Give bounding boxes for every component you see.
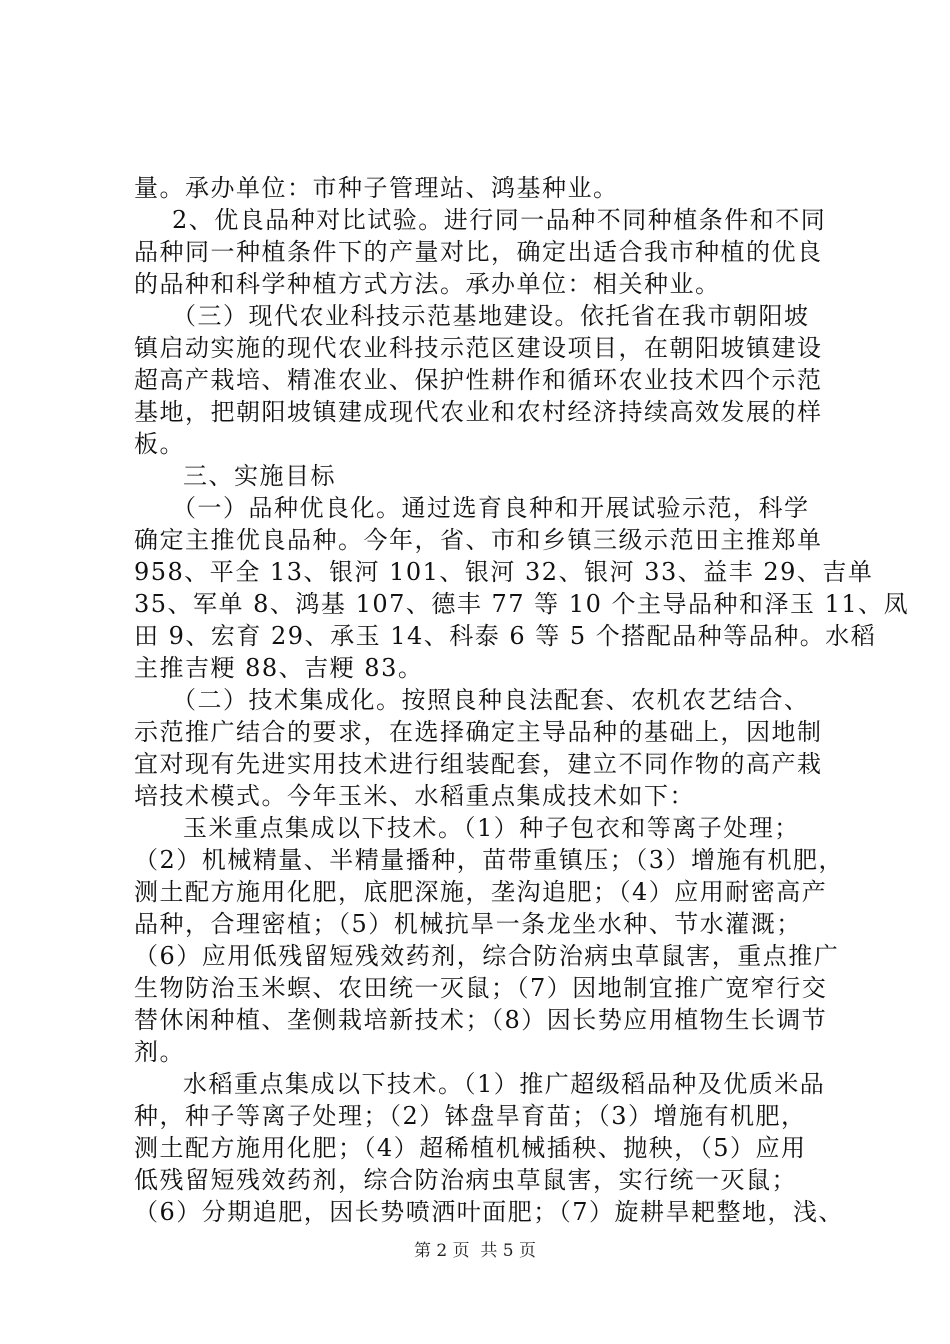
section-heading: 三、实施目标 <box>183 462 336 490</box>
text-line: 测土配方施用化肥；（4）超稀植机械插秧、抛秧，（5）应用 <box>134 1134 807 1162</box>
text-line: 田 9、宏育 29、承玉 14、科泰 6 等 5 个搭配品种等品种。水稻 <box>134 622 877 650</box>
text-line: （二）技术集成化。按照良种良法配套、农机农艺结合、 <box>172 686 810 714</box>
text-line: （一）品种优良化。通过选育良种和开展试验示范，科学 <box>172 494 810 522</box>
page-number-footer: 第 2 页 共 5 页 <box>413 1241 537 1261</box>
text-line: 种，种子等离子处理；（2）钵盘旱育苗；（3）增施有机肥， <box>134 1102 807 1130</box>
text-line: （6）应用低残留短残效药剂，综合防治病虫草鼠害，重点推广 <box>134 942 840 970</box>
text-line: 958、平全 13、银河 101、银河 32、银河 33、益丰 29、吉单 <box>134 558 874 586</box>
text-line: 宜对现有先进实用技术进行组装配套，建立不同作物的高产栽 <box>134 750 823 778</box>
text-line: （6）分期追肥，因长势喷洒叶面肥；（7）旋耕旱耙整地，浅、 <box>134 1198 845 1226</box>
text-line: 主推吉粳 88、吉粳 83。 <box>134 654 424 682</box>
text-line: 替休闲种植、垄侧栽培新技术；（8）因长势应用植物生长调节 <box>134 1006 828 1034</box>
text-line: 玉米重点集成以下技术。（1）种子包衣和等离子处理； <box>183 814 800 842</box>
text-line: 水稻重点集成以下技术。（1）推广超级稻品种及优质米品 <box>183 1070 826 1098</box>
text-line: 品种，合理密植；（5）机械抗旱一条龙坐水种、节水灌溉； <box>134 910 802 938</box>
text-line: 品种同一种植条件下的产量对比，确定出适合我市种植的优良 <box>134 238 823 266</box>
text-line: 超高产栽培、精准农业、保护性耕作和循环农业技术四个示范 <box>134 366 823 394</box>
text-line: 镇启动实施的现代农业科技示范区建设项目，在朝阳坡镇建设 <box>134 334 823 362</box>
text-line: 35、军单 8、鸿基 107、德丰 77 等 10 个主导品种和泽玉 11、凤 <box>134 590 910 618</box>
text-line: 确定主推优良品种。今年，省、市和乡镇三级示范田主推郑单 <box>134 526 823 554</box>
text-line: （2）机械精量、半精量播种，苗带重镇压；（3）增施有机肥， <box>134 846 845 874</box>
text-line: 板。 <box>134 430 185 458</box>
text-line: 生物防治玉米螟、农田统一灭鼠；（7）因地制宜推广宽窄行交 <box>134 974 828 1002</box>
text-line: 剂。 <box>134 1038 185 1066</box>
text-line: 的品种和科学种植方式方法。承办单位：相关种业。 <box>134 270 721 298</box>
text-line: 低残留短残效药剂，综合防治病虫草鼠害，实行统一灭鼠； <box>134 1166 797 1194</box>
text-line: 培技术模式。今年玉米、水稻重点集成技术如下： <box>134 782 695 810</box>
text-line: 2、优良品种对比试验。进行同一品种不同种植条件和不同 <box>172 206 827 234</box>
text-line: 示范推广结合的要求，在选择确定主导品种的基础上，因地制 <box>134 718 823 746</box>
text-line: 量。承办单位：市种子管理站、鸿基种业。 <box>134 174 619 202</box>
text-line: 测土配方施用化肥，底肥深施，垄沟追肥；（4）应用耐密高产 <box>134 878 828 906</box>
text-line: （三）现代农业科技示范基地建设。依托省在我市朝阳坡 <box>172 302 810 330</box>
text-line: 基地，把朝阳坡镇建成现代农业和农村经济持续高效发展的样 <box>134 398 823 426</box>
